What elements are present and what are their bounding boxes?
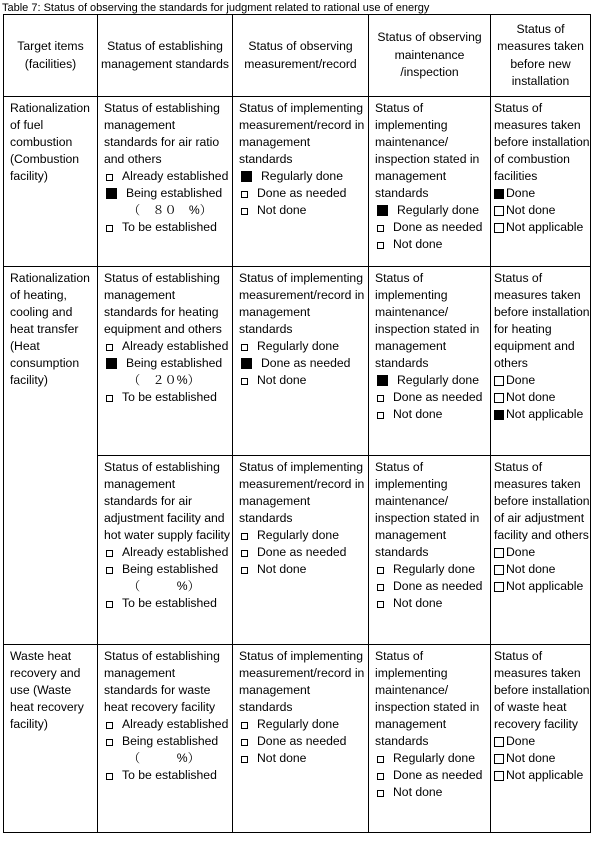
maintenance-cell-heating bbox=[369, 267, 491, 456]
option-not-done[interactable]: Not done bbox=[375, 784, 489, 801]
checkbox-icon[interactable] bbox=[494, 771, 504, 781]
checked-box-icon[interactable] bbox=[241, 358, 252, 369]
measurement-cell-heating bbox=[233, 267, 369, 456]
checkbox-icon[interactable] bbox=[106, 567, 113, 574]
maintenance-title: Status of implementing maintenance/ inspection stated in management standards bbox=[375, 271, 480, 370]
option-done-as-needed[interactable]: Done as needed bbox=[375, 219, 489, 236]
management-cell-heating bbox=[98, 267, 233, 456]
percent-field[interactable]: （ ８０ %） bbox=[128, 203, 212, 217]
option-to-be-established[interactable]: To be established bbox=[104, 219, 231, 236]
measures-cell-air bbox=[491, 456, 591, 645]
measurement-title: Status of implementing measurement/record in management standards bbox=[239, 649, 365, 714]
checked-box-icon[interactable] bbox=[377, 375, 388, 386]
checkbox-icon[interactable] bbox=[106, 601, 113, 608]
energy-standards-table bbox=[3, 14, 591, 833]
option-done-as-needed[interactable]: Done as needed bbox=[239, 544, 367, 561]
management-title: Status of establishing management standards for waste heat recovery facility bbox=[104, 649, 220, 714]
target-fuel: Rationalization of fuel combustion (Combustion facility) bbox=[4, 97, 98, 267]
option-already-established[interactable]: Already established bbox=[104, 168, 231, 185]
option-being-established[interactable]: Being established bbox=[104, 561, 231, 578]
option-regularly-done[interactable]: Regularly done bbox=[375, 202, 489, 219]
checkbox-icon[interactable] bbox=[106, 722, 113, 729]
maintenance-title: Status of implementing maintenance/ inspection stated in management standards bbox=[375, 101, 480, 200]
checkbox-icon[interactable] bbox=[377, 773, 384, 780]
measures-title: Status of measures taken before installation for heating equipment and others bbox=[494, 271, 590, 370]
option-being-established[interactable]: Being established bbox=[104, 733, 231, 750]
header-measures: Status of measures taken before new installation bbox=[491, 15, 591, 97]
checkbox-icon[interactable] bbox=[494, 223, 504, 233]
checkbox-icon[interactable] bbox=[106, 739, 113, 746]
checkbox-icon[interactable] bbox=[241, 378, 248, 385]
checkbox-icon[interactable] bbox=[377, 601, 384, 608]
checkbox-icon[interactable] bbox=[106, 550, 113, 557]
option-not-done[interactable]: Not done bbox=[239, 561, 367, 578]
checkbox-icon[interactable] bbox=[241, 567, 248, 574]
checkbox-icon[interactable] bbox=[241, 550, 248, 557]
option-not-applicable[interactable]: Not applicable bbox=[494, 219, 590, 236]
option-already-established[interactable]: Already established bbox=[104, 716, 231, 733]
checkbox-icon[interactable] bbox=[106, 174, 113, 181]
management-title: Status of establishing management standards for heating equipment and others bbox=[104, 271, 222, 336]
option-done-as-needed[interactable]: Done as needed bbox=[239, 355, 367, 372]
checkbox-icon[interactable] bbox=[241, 344, 248, 351]
option-not-done[interactable]: Not done bbox=[375, 236, 489, 253]
checkbox-icon[interactable] bbox=[106, 225, 113, 232]
option-done[interactable]: Done bbox=[494, 372, 590, 389]
option-done-as-needed[interactable]: Done as needed bbox=[375, 767, 489, 784]
option-not-done[interactable]: Not done bbox=[494, 750, 590, 767]
option-regularly-done[interactable]: Regularly done bbox=[375, 750, 489, 767]
checkbox-icon[interactable] bbox=[106, 773, 113, 780]
header-target: Target items (facilities) bbox=[4, 15, 98, 97]
checkbox-icon[interactable] bbox=[494, 737, 504, 747]
option-done-as-needed[interactable]: Done as needed bbox=[375, 578, 489, 595]
checkbox-icon[interactable] bbox=[494, 376, 504, 386]
measures-cell-waste bbox=[491, 645, 591, 833]
option-regularly-done[interactable]: Regularly done bbox=[239, 168, 367, 185]
option-done-as-needed[interactable]: Done as needed bbox=[375, 389, 489, 406]
table-row-fuel bbox=[4, 97, 591, 267]
checked-box-icon[interactable] bbox=[241, 171, 252, 182]
option-regularly-done[interactable]: Regularly done bbox=[239, 527, 367, 544]
option-done[interactable]: Done bbox=[494, 544, 590, 561]
checkbox-icon[interactable] bbox=[377, 584, 384, 591]
percent-field[interactable]: （ ２０%） bbox=[128, 373, 200, 387]
management-cell-air bbox=[98, 456, 233, 645]
checkbox-icon[interactable] bbox=[377, 225, 384, 232]
percent-field[interactable]: （ %） bbox=[128, 751, 200, 765]
measures-cell-heating bbox=[491, 267, 591, 456]
option-to-be-established[interactable]: To be established bbox=[104, 389, 231, 406]
checkbox-icon[interactable] bbox=[106, 395, 113, 402]
table-row-waste bbox=[4, 645, 591, 833]
option-to-be-established[interactable]: To be established bbox=[104, 595, 231, 612]
option-done[interactable]: Done bbox=[494, 733, 590, 750]
option-not-done[interactable]: Not done bbox=[239, 372, 367, 389]
checkbox-icon[interactable] bbox=[241, 191, 248, 198]
option-already-established[interactable]: Already established bbox=[104, 338, 231, 355]
option-regularly-done[interactable]: Regularly done bbox=[375, 561, 489, 578]
measurement-title: Status of implementing measurement/record in management standards bbox=[239, 460, 365, 525]
option-regularly-done[interactable]: Regularly done bbox=[239, 716, 367, 733]
table-row-heating bbox=[4, 267, 591, 456]
option-to-be-established[interactable]: To be established bbox=[104, 767, 231, 784]
maintenance-cell-waste bbox=[369, 645, 491, 833]
option-not-applicable[interactable]: Not applicable bbox=[494, 578, 590, 595]
checkbox-icon[interactable] bbox=[494, 393, 504, 403]
header-management: Status of establishing management standards bbox=[98, 15, 233, 97]
maintenance-title: Status of implementing maintenance/ inspection stated in management standards bbox=[375, 460, 480, 559]
checkbox-icon[interactable] bbox=[377, 790, 384, 797]
management-cell-fuel bbox=[98, 97, 233, 267]
checkbox-icon[interactable] bbox=[494, 565, 504, 575]
checkbox-icon[interactable] bbox=[494, 754, 504, 764]
measurement-cell-waste bbox=[233, 645, 369, 833]
measurement-cell-fuel bbox=[233, 97, 369, 267]
option-done-as-needed[interactable]: Done as needed bbox=[239, 185, 367, 202]
option-regularly-done[interactable]: Regularly done bbox=[375, 372, 489, 389]
header-measurement: Status of observing measurement/record bbox=[233, 15, 369, 97]
measures-title: Status of measures taken before installation of combustion facilities bbox=[494, 101, 590, 183]
checkbox-icon[interactable] bbox=[377, 412, 384, 419]
management-cell-waste bbox=[98, 645, 233, 833]
option-not-done[interactable]: Not done bbox=[494, 202, 590, 219]
option-not-done[interactable]: Not done bbox=[239, 202, 367, 219]
measures-cell-fuel bbox=[491, 97, 591, 267]
checkbox-icon[interactable] bbox=[106, 344, 113, 351]
checked-box-icon[interactable] bbox=[494, 410, 504, 420]
header-row bbox=[4, 15, 591, 97]
option-being-established[interactable]: Being established bbox=[104, 355, 231, 372]
checkbox-icon[interactable] bbox=[241, 533, 248, 540]
option-not-done[interactable]: Not done bbox=[239, 750, 367, 767]
option-done-as-needed[interactable]: Done as needed bbox=[239, 733, 367, 750]
measures-title: Status of measures taken before installation of air adjustment facility and others bbox=[494, 460, 590, 542]
checkbox-icon[interactable] bbox=[241, 756, 248, 763]
checkbox-icon[interactable] bbox=[241, 739, 248, 746]
option-done[interactable]: Done bbox=[494, 185, 590, 202]
option-being-established[interactable]: Being established bbox=[104, 185, 231, 202]
measurement-title: Status of implementing measurement/record in management standards bbox=[239, 101, 365, 166]
management-title: Status of establishing management standards for air adjustment facility and hot water supply facility bbox=[104, 460, 230, 542]
table-caption: Table 7: Status of observing the standards for judgment related to rational use of energy bbox=[2, 2, 430, 14]
option-not-done[interactable]: Not done bbox=[494, 389, 590, 406]
checked-box-icon[interactable] bbox=[106, 188, 117, 199]
checkbox-icon[interactable] bbox=[241, 722, 248, 729]
option-not-done[interactable]: Not done bbox=[375, 595, 489, 612]
option-regularly-done[interactable]: Regularly done bbox=[239, 338, 367, 355]
target-waste: Waste heat recovery and use (Waste heat recovery facility) bbox=[4, 645, 98, 833]
measures-title: Status of measures taken before installation of waste heat recovery facility bbox=[494, 649, 590, 731]
maintenance-cell-air bbox=[369, 456, 491, 645]
target-heating: Rationalization of heating, cooling and heat transfer (Heat consumption facility) bbox=[4, 267, 98, 645]
checkbox-icon[interactable] bbox=[377, 395, 384, 402]
option-already-established[interactable]: Already established bbox=[104, 544, 231, 561]
maintenance-title: Status of implementing maintenance/ inspection stated in management standards bbox=[375, 649, 480, 748]
management-title: Status of establishing management standards for air ratio and others bbox=[104, 101, 220, 166]
checked-box-icon[interactable] bbox=[494, 189, 504, 199]
option-not-applicable[interactable]: Not applicable bbox=[494, 767, 590, 784]
measurement-cell-air bbox=[233, 456, 369, 645]
maintenance-cell-fuel bbox=[369, 97, 491, 267]
checked-box-icon[interactable] bbox=[106, 358, 117, 369]
option-not-applicable[interactable]: Not applicable bbox=[494, 406, 590, 423]
checkbox-icon[interactable] bbox=[494, 548, 504, 558]
checkbox-icon[interactable] bbox=[377, 567, 384, 574]
header-maintenance: Status of observing maintenance /inspection bbox=[369, 15, 491, 97]
percent-field[interactable]: （ %） bbox=[128, 579, 200, 593]
checkbox-icon[interactable] bbox=[241, 208, 248, 215]
option-not-done[interactable]: Not done bbox=[375, 406, 489, 423]
checkbox-icon[interactable] bbox=[494, 582, 504, 592]
measurement-title: Status of implementing measurement/record in management standards bbox=[239, 271, 365, 336]
checkbox-icon[interactable] bbox=[377, 756, 384, 763]
checkbox-icon[interactable] bbox=[377, 242, 384, 249]
option-not-done[interactable]: Not done bbox=[494, 561, 590, 578]
checkbox-icon[interactable] bbox=[494, 206, 504, 216]
checked-box-icon[interactable] bbox=[377, 205, 388, 216]
